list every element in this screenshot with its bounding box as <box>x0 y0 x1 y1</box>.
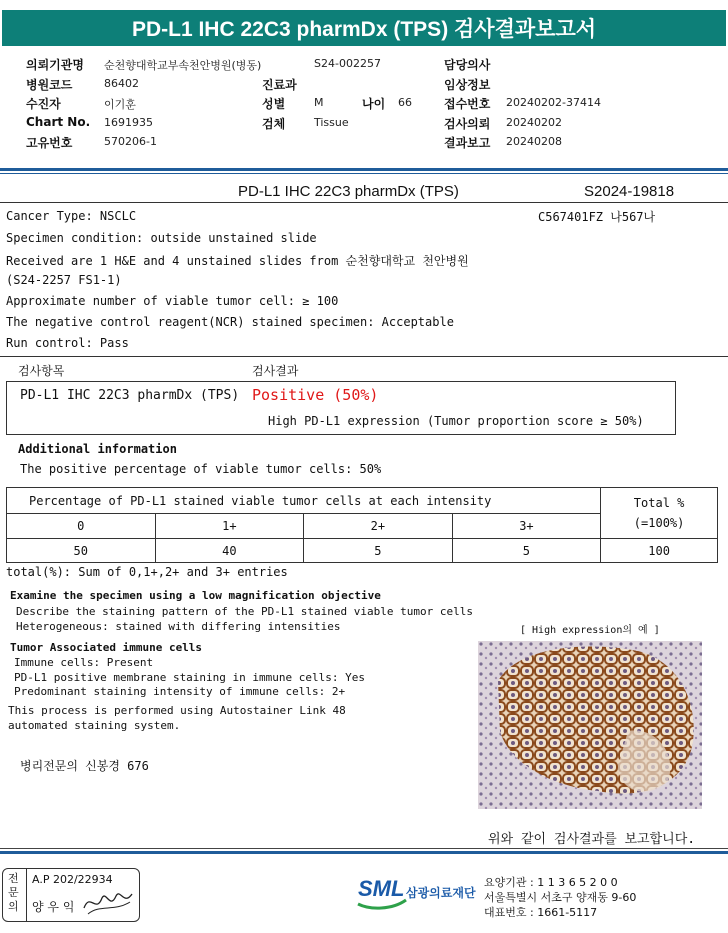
doctor-name: 양 우 익 <box>32 900 75 914</box>
specimen-condition: Specimen condition: outside unstained slide <box>6 231 317 245</box>
micrograph-image <box>478 641 702 809</box>
additional-text: The positive percentage of viable tumor cells: 50% <box>20 462 382 476</box>
run-control: Run control: Pass <box>6 336 129 350</box>
sex-label: 성별 <box>262 97 286 111</box>
doctor-label: 담당의사 <box>444 58 491 72</box>
dept-label: 진료과 <box>262 78 297 92</box>
address: 서울특별시 서초구 양재동 9-60 <box>484 891 637 904</box>
receipt-value: 20240202-37414 <box>506 96 601 109</box>
header-rule <box>0 168 728 171</box>
col-result: 검사결과 <box>252 364 299 378</box>
cancer-type: Cancer Type: NSCLC <box>6 209 137 223</box>
total-note: total(%): Sum of 0,1+,2+ and 3+ entries <box>6 565 288 579</box>
process-line2: automated staining system. <box>8 719 181 732</box>
ap-number: A.P 202/22934 <box>32 873 113 886</box>
expression-line: High PD-L1 expression (Tumor proportion score ≥ 50%) <box>268 414 644 428</box>
immune-line2: PD-L1 positive membrane staining in immune cells: Yes <box>14 671 365 684</box>
unique-label: 고유번호 <box>26 136 73 150</box>
agency-code: 요양기관 : 1 1 3 6 5 2 0 0 <box>484 876 618 889</box>
request-value: 20240202 <box>506 116 562 129</box>
footer-rule <box>0 848 728 849</box>
unique-value: 570206-1 <box>104 135 157 148</box>
block-number: C567401FZ 나567나 <box>538 210 656 224</box>
level-1: 1+ <box>155 514 304 539</box>
level-0: 0 <box>7 514 156 539</box>
report-title: PD-L1 IHC 22C3 pharmDx (TPS) 검사결과보고서 <box>2 10 726 46</box>
footer-rule-thick <box>0 851 728 854</box>
received-ref: (S24-2257 FS1-1) <box>6 273 122 287</box>
ncr-line: The negative control reagent(NCR) stained specimen: Acceptable <box>6 315 454 329</box>
result-item: PD-L1 IHC 22C3 pharmDx (TPS) <box>20 388 240 403</box>
sml-logo: SML <box>358 876 405 901</box>
value-total: 100 <box>601 539 718 563</box>
total-header-1: Total % <box>633 496 685 510</box>
sex-value: M <box>314 96 324 109</box>
immune-line3: Predominant staining intensity of immune cells: 2+ <box>14 685 346 698</box>
total-header <box>601 488 718 539</box>
closing-text: 위와 같이 검사결과를 보고합니다. <box>488 832 696 847</box>
specimen-value: Tissue <box>314 116 349 129</box>
examine-heading: Examine the specimen using a low magnification objective <box>10 589 381 602</box>
result-positive: Positive (50%) <box>252 386 379 404</box>
image-caption: [ High expression의 예 ] <box>520 625 660 636</box>
institution-value: 순천향대학교부속천안병원(병동) <box>104 59 262 72</box>
value-3: 5 <box>452 539 601 563</box>
hospital-code-value: 86402 <box>104 77 139 90</box>
specimen-label: 검체 <box>262 117 286 131</box>
col-item: 검사항목 <box>18 364 65 378</box>
hospital-code-label: 병원코드 <box>26 78 73 92</box>
phone: 대표번호 : 1661-5117 <box>484 906 598 919</box>
intensity-header: Percentage of PD-L1 stained viable tumor cells at each intensity <box>7 488 601 514</box>
pathologist: 병리전문의 신봉경 676 <box>20 759 149 773</box>
patient-value: 이기훈 <box>104 98 136 111</box>
test-name: PD-L1 IHC 22C3 pharmDx (TPS) <box>238 183 459 200</box>
viable-cells: Approximate number of viable tumor cell: ≥ 100 <box>6 294 339 308</box>
value-0: 50 <box>7 539 156 563</box>
ref-number: S24-002257 <box>314 57 381 70</box>
additional-heading: Additional information <box>18 442 177 456</box>
result-rule-top <box>0 356 728 357</box>
intensity-table <box>6 487 718 563</box>
received-slides: Received are 1 H&E and 4 unstained slides from 순천향대학교 천안병원 <box>6 254 469 268</box>
report-date-value: 20240208 <box>506 135 562 148</box>
chart-label: Chart No. <box>26 115 91 129</box>
process-line1: This process is performed using Autostainer Link 48 <box>8 704 346 717</box>
institution-label: 의뢰기관명 <box>26 58 84 72</box>
immune-heading: Tumor Associated immune cells <box>10 641 203 654</box>
level-2: 2+ <box>304 514 453 539</box>
age-label: 나이 <box>362 97 386 111</box>
request-label: 검사의뢰 <box>444 117 491 131</box>
value-1: 40 <box>155 539 304 563</box>
header-rule-thin <box>0 173 728 174</box>
examine-line1: Describe the staining pattern of the PD-L1 stained viable tumor cells <box>16 605 473 618</box>
patient-label: 수진자 <box>26 97 61 111</box>
stamp-label: 전문의 <box>8 872 19 913</box>
age-value: 66 <box>398 96 412 109</box>
report-date-label: 결과보고 <box>444 136 491 150</box>
signature-image <box>80 884 136 920</box>
clinical-label: 임상정보 <box>444 78 491 92</box>
examine-line2: Heterogeneous: stained with differing intensities <box>16 620 341 633</box>
foundation-name: 삼광의료재단 <box>406 886 476 900</box>
logo-swoosh-icon <box>356 874 408 910</box>
level-3: 3+ <box>452 514 601 539</box>
total-header-2: (=100%) <box>633 516 685 530</box>
case-number: S2024-19818 <box>584 183 675 200</box>
heading-rule <box>0 202 728 203</box>
chart-value: 1691935 <box>104 116 153 129</box>
immune-line1: Immune cells: Present <box>14 656 154 669</box>
value-2: 5 <box>304 539 453 563</box>
receipt-label: 접수번호 <box>444 97 491 111</box>
